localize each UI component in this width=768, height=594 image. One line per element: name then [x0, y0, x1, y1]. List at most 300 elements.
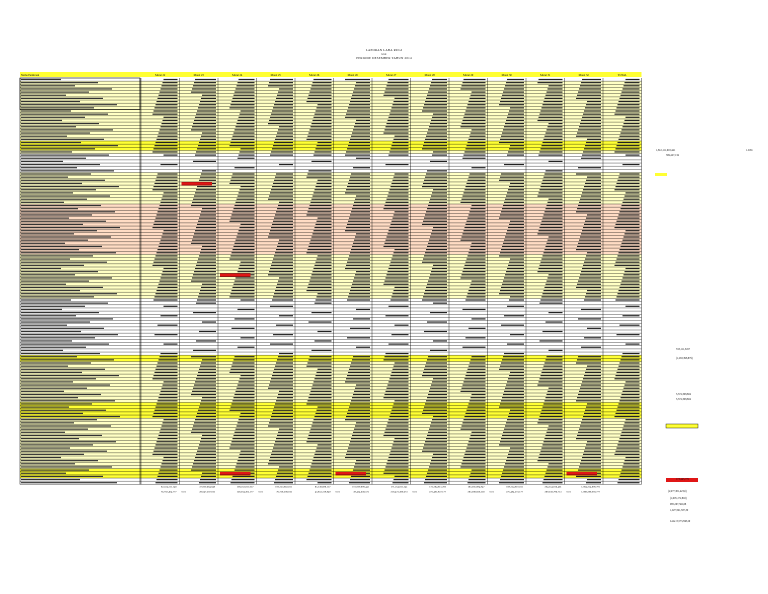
cell-value: [351, 438, 370, 439]
cell-value: [313, 82, 332, 83]
row-label-text: [21, 284, 66, 285]
cell-value: [426, 136, 447, 137]
cell-value: [472, 205, 486, 206]
cell-value: [270, 155, 293, 156]
cell-value: [617, 145, 640, 146]
row-label-text: [21, 155, 109, 156]
cell-value: [464, 419, 486, 420]
cell-value: [506, 233, 524, 234]
cell-value: [540, 227, 563, 228]
cell-value: [502, 208, 524, 209]
cell-value: [272, 413, 293, 414]
cell-value: [345, 230, 370, 231]
cell-value: [466, 148, 486, 149]
cell-value: [432, 192, 447, 193]
cell-value: [196, 340, 216, 341]
cell-value: [201, 173, 216, 174]
cell-value: [616, 299, 640, 300]
cell-value: [346, 416, 370, 417]
cell-value: [195, 419, 216, 420]
cell-value: [463, 422, 486, 423]
side-note-5: 3,374,368,804: [676, 393, 691, 396]
row-label-text: [21, 271, 98, 272]
cell-value: [160, 92, 178, 93]
cell-value: [471, 473, 486, 474]
row-label-text: [21, 435, 102, 436]
cell-value: [500, 366, 524, 367]
cell-value: [538, 460, 563, 461]
cell-value: [313, 120, 332, 121]
row-label-text: [21, 79, 61, 80]
cell-value: [469, 366, 486, 367]
cell-value: [578, 92, 601, 93]
cell-value: [311, 88, 332, 89]
cell-value: [391, 186, 409, 187]
row-label-text: [21, 451, 107, 452]
cell-value: [277, 435, 293, 436]
cell-value: [433, 114, 447, 115]
total-prefix: 0.01: [258, 490, 263, 494]
cell-value: [346, 454, 370, 455]
cell-value: [538, 384, 563, 385]
cell-value: [313, 422, 332, 423]
row-label-text: [21, 321, 90, 322]
row-label-text: [21, 353, 100, 354]
cell-value: [623, 240, 640, 241]
cell-value: [625, 384, 640, 385]
cell-value: [274, 407, 293, 408]
cell-value: [384, 359, 409, 360]
cell-value: [470, 400, 486, 401]
cell-value: [579, 202, 601, 203]
cell-value: [465, 378, 486, 379]
cell-value: [544, 290, 563, 291]
cell-value: [542, 410, 563, 411]
cell-value: [499, 180, 524, 181]
cell-value: [546, 359, 563, 360]
cell-value: [389, 117, 409, 118]
cell-value: [577, 132, 601, 133]
cell-value: [234, 132, 255, 133]
total-value-1: 173,284,811,200: [429, 485, 446, 489]
cell-value: [503, 281, 524, 282]
cell-value: [388, 195, 409, 196]
cell-value: [462, 236, 486, 237]
header-month: Maret 32: [578, 74, 589, 77]
cell-value: [543, 180, 563, 181]
cell-value: [276, 476, 293, 477]
report-subtitle: xxx: [381, 52, 387, 56]
row-label-text: [21, 123, 99, 124]
cell-value: [423, 410, 447, 411]
cell-value: [621, 95, 640, 96]
cell-value: [390, 189, 409, 190]
cell-value: [351, 400, 370, 401]
cell-value: [236, 391, 255, 392]
cell-value: [232, 214, 255, 215]
cell-value: [425, 290, 447, 291]
cell-value: [161, 88, 178, 89]
cell-value: [507, 155, 524, 156]
cell-value: [230, 447, 255, 448]
cell-value: [307, 479, 332, 480]
cell-value: [159, 284, 178, 285]
cell-value: [317, 372, 332, 373]
cell-value: [502, 359, 524, 360]
total-value-2: 43,853,319,849: [314, 490, 331, 494]
cell-value: [540, 151, 563, 152]
row-label-text: [21, 277, 112, 278]
row-label-text: [21, 347, 86, 348]
cell-value: [157, 290, 178, 291]
cell-value: [395, 211, 409, 212]
cell-value: [230, 372, 255, 373]
cell-value: [584, 110, 601, 111]
cell-value: [394, 252, 409, 253]
cell-value: [586, 444, 601, 445]
cell-value: [507, 192, 524, 193]
cell-value: [541, 262, 563, 263]
cell-value: [509, 451, 524, 452]
cell-value: [423, 258, 447, 259]
cell-value: [232, 252, 255, 253]
cell-value: [538, 271, 563, 272]
cell-value: [158, 400, 178, 401]
cell-value: [582, 419, 601, 420]
row-label-text: [21, 98, 103, 99]
cell-value: [423, 107, 447, 108]
cell-value: [468, 293, 486, 294]
cell-value: [387, 85, 409, 86]
cell-value: [315, 189, 332, 190]
cell-value: [428, 470, 447, 471]
cell-value: [232, 479, 255, 480]
cell-value: [395, 325, 409, 326]
cell-value: [200, 479, 216, 480]
cell-value: [503, 92, 524, 93]
row-label-text: [21, 129, 113, 130]
row-label-text: [21, 110, 71, 111]
cell-value: [624, 85, 640, 86]
cell-value: [278, 205, 293, 206]
cell-value: [581, 233, 601, 234]
cell-value: [471, 435, 486, 436]
cell-value: [395, 136, 409, 137]
total-value-2: 273,483,927,177: [429, 490, 446, 494]
cell-value: [576, 476, 601, 477]
cell-value: [196, 265, 216, 266]
cell-value: [269, 120, 293, 121]
row-label-text: [21, 381, 73, 382]
cell-value: [160, 470, 178, 471]
cell-value: [391, 413, 409, 414]
cell-value: [194, 82, 216, 83]
row-label-text: [21, 186, 119, 187]
cell-value: [579, 391, 601, 392]
cell-value: [272, 299, 293, 300]
cell-value: [230, 410, 255, 411]
cell-value: [586, 218, 601, 219]
cell-value: [193, 463, 216, 464]
cell-value: [429, 88, 447, 89]
cell-value: [271, 454, 293, 455]
cell-value: [354, 202, 370, 203]
cell-value: [201, 287, 216, 288]
cell-value: [427, 359, 447, 360]
cell-value: [274, 293, 293, 294]
cell-value: [617, 334, 640, 335]
cell-value: [462, 85, 486, 86]
row-label-text: [21, 441, 116, 442]
cell-value: [504, 126, 524, 127]
cell-value: [317, 107, 332, 108]
cell-value: [164, 268, 178, 269]
cell-value: [626, 306, 640, 307]
cell-value: [163, 384, 178, 385]
cell-value: [199, 407, 216, 408]
cell-value: [315, 416, 332, 417]
row-label-text: [21, 95, 66, 96]
cell-value: [425, 139, 447, 140]
cell-value: [236, 88, 255, 89]
cell-value: [541, 224, 563, 225]
header-month: Maret 25: [270, 74, 281, 77]
cell-value: [624, 199, 640, 200]
side-note-10: 985,297,562,68: [670, 503, 687, 506]
cell-value: [618, 444, 640, 445]
cell-value: [388, 460, 409, 461]
cell-value: [582, 155, 601, 156]
cell-value: [395, 476, 409, 477]
row-label-text: [21, 281, 89, 282]
total-value-1: 100,253,863,811: [275, 485, 292, 489]
cell-value: [274, 104, 293, 105]
cell-value: [464, 192, 486, 193]
cell-value: [195, 457, 216, 458]
cell-value: [467, 410, 486, 411]
cell-value: [308, 400, 332, 401]
cell-value: [620, 211, 640, 212]
cell-value: [500, 441, 524, 442]
cell-value: [156, 482, 178, 483]
cell-value: [154, 375, 178, 376]
cell-value: [617, 410, 640, 411]
cell-value: [468, 218, 486, 219]
cell-value: [539, 419, 563, 420]
cell-value: [622, 129, 640, 130]
cell-value: [472, 432, 486, 433]
cell-value: [465, 114, 486, 115]
cell-value: [505, 425, 524, 426]
total-value-2: 76,702,404,777: [160, 490, 177, 494]
row-label-text: [21, 120, 62, 121]
cell-value: [239, 192, 255, 193]
cell-value: [395, 98, 409, 99]
cell-value: [576, 438, 601, 439]
cell-value: [314, 192, 332, 193]
cell-value: [276, 438, 293, 439]
cell-value: [431, 82, 447, 83]
row-label-text: [21, 337, 95, 338]
cell-value: [423, 296, 447, 297]
header-label: Nama Perkiraan: [21, 74, 40, 77]
cell-value: [464, 155, 486, 156]
cell-value: [160, 432, 178, 433]
cell-value: [538, 82, 563, 83]
cell-value: [620, 476, 640, 477]
cell-value: [275, 479, 293, 480]
cell-value: [309, 95, 332, 96]
cell-value: [578, 470, 601, 471]
cell-value: [310, 394, 332, 395]
cell-value: [394, 441, 409, 442]
cell-value: [548, 466, 563, 467]
cell-value: [160, 394, 178, 395]
cell-value: [502, 132, 524, 133]
cell-value: [196, 189, 216, 190]
cell-value: [622, 432, 640, 433]
cell-value: [499, 255, 524, 256]
cell-value: [586, 369, 601, 370]
cell-value: [268, 388, 293, 389]
cell-value: [392, 107, 409, 108]
cell-value: [618, 482, 640, 483]
cell-value: [234, 95, 255, 96]
row-label-text: [21, 199, 87, 200]
row-label-text: [21, 211, 115, 212]
cell-value: [316, 375, 332, 376]
cell-value: [193, 274, 216, 275]
cell-value: [546, 208, 563, 209]
cell-value: [395, 438, 409, 439]
cell-value: [347, 262, 370, 263]
cell-value: [200, 139, 216, 140]
cell-value: [164, 230, 178, 231]
cell-value: [201, 438, 216, 439]
cell-value: [273, 107, 293, 108]
cell-value: [431, 422, 447, 423]
cell-value: [581, 384, 601, 385]
cell-value: [623, 353, 640, 354]
cell-value: [466, 224, 486, 225]
cell-value: [461, 88, 486, 89]
cell-value: [539, 117, 563, 118]
cell-value: [315, 227, 332, 228]
cell-value: [503, 470, 524, 471]
cell-value: [279, 164, 293, 165]
cell-value: [499, 104, 524, 105]
cell-value: [499, 218, 524, 219]
cell-value: [198, 145, 216, 146]
cell-value: [464, 79, 486, 80]
cell-value: [468, 482, 486, 483]
cell-value: [161, 240, 178, 241]
cell-value: [388, 233, 409, 234]
cell-value: [270, 192, 293, 193]
cell-value: [230, 183, 255, 184]
cell-value: [428, 129, 447, 130]
row-label-text: [21, 114, 108, 115]
row-label-text: [21, 82, 98, 83]
row-label-text: [21, 243, 65, 244]
cell-value: [200, 214, 216, 215]
cell-value: [544, 441, 563, 442]
cell-value: [469, 403, 486, 404]
cell-value: [312, 85, 332, 86]
cell-value: [393, 255, 409, 256]
cell-value: [427, 208, 447, 209]
cell-value: [507, 457, 524, 458]
cell-value: [279, 391, 293, 392]
cell-value: [617, 296, 640, 297]
cell-value: [467, 107, 486, 108]
cell-value: [279, 277, 293, 278]
cell-value: [350, 290, 370, 291]
cell-value: [390, 265, 409, 266]
cell-value: [468, 180, 486, 181]
cell-value: [503, 205, 524, 206]
cell-value: [387, 388, 409, 389]
cell-value: [472, 356, 486, 357]
cell-value: [428, 92, 447, 93]
cell-value: [348, 447, 370, 448]
cell-value: [311, 126, 332, 127]
cell-value: [540, 454, 563, 455]
cell-value: [582, 192, 601, 193]
cell-value: [345, 155, 370, 156]
cell-value: [195, 381, 216, 382]
cell-value: [202, 170, 216, 171]
cell-value: [465, 227, 486, 228]
row-label-text: [21, 366, 68, 367]
cell-value: [277, 95, 293, 96]
cell-value: [428, 281, 447, 282]
cell-value: [432, 117, 447, 118]
cell-value: [158, 438, 178, 439]
cell-value: [345, 419, 370, 420]
cell-value: [425, 101, 447, 102]
cell-value: [241, 148, 255, 149]
cell-value: [238, 195, 255, 196]
cell-value: [581, 82, 601, 83]
cell-value: [621, 132, 640, 133]
cell-value: [584, 337, 601, 338]
cell-value: [356, 195, 370, 196]
cell-value: [195, 268, 216, 269]
cell-value: [198, 410, 216, 411]
cell-value: [389, 457, 409, 458]
cell-value: [200, 441, 216, 442]
cell-value: [508, 151, 524, 152]
cell-value: [232, 403, 255, 404]
cell-value: [311, 466, 332, 467]
cell-value: [425, 403, 447, 404]
cell-value: [425, 214, 447, 215]
cell-value: [540, 303, 563, 304]
cell-value: [392, 258, 409, 259]
row-label-text: [21, 202, 64, 203]
cell-value: [314, 117, 332, 118]
row-label-text: [21, 479, 80, 480]
cell-value: [348, 221, 370, 222]
total-value-1: 82,224,311,148: [160, 485, 177, 489]
cell-value: [619, 139, 640, 140]
cell-value: [394, 479, 409, 480]
cell-value: [314, 79, 332, 80]
cell-value: [429, 277, 447, 278]
cell-value: [433, 416, 447, 417]
cell-value: [429, 429, 447, 430]
